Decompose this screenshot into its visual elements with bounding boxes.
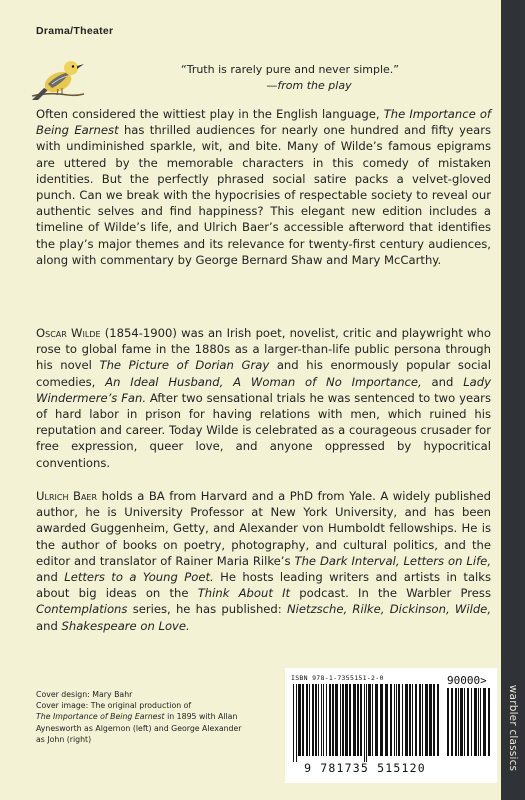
barcode-area — [285, 668, 497, 783]
barcode-bar — [329, 684, 331, 756]
barcode-bar — [332, 684, 334, 756]
barcode-bar — [323, 684, 324, 756]
barcode-bar — [396, 684, 397, 756]
editor-bio-text: and — [36, 570, 65, 585]
credit-text: in 1895 with Allan Aynesworth as Algernon (left) and George Alexander as John (right) — [36, 712, 242, 744]
barcode-bar — [353, 684, 356, 756]
barcode-bar — [306, 684, 308, 756]
ean-barcode — [291, 684, 441, 762]
barcode-bar — [293, 684, 294, 762]
quote-attribution-title: from the play — [277, 79, 352, 92]
editor-bio-text: podcast. In the Warbler Press — [290, 586, 491, 601]
warbler-bird-icon — [30, 48, 88, 106]
ean-digits: 9 781735 515120 — [304, 761, 426, 775]
barcode-bar — [360, 684, 362, 756]
barcode-bar — [455, 688, 457, 756]
work-title: The Dark Interval, Letters on Life, — [294, 553, 492, 568]
barcode-bar — [368, 684, 371, 756]
credit-title: The Importance of Being Earnest — [36, 712, 165, 722]
author-bio-text: (1854-1900) was an Irish poet, novelist, critic and playwright who rose to global fame in the 1880s as a larger-than-life public persona through his novel — [36, 326, 491, 373]
barcode-bar — [390, 684, 392, 756]
spine-publisher-text: warbler classics — [507, 684, 519, 772]
barcode-bar — [488, 688, 490, 756]
barcode-bar — [342, 684, 344, 756]
price-code: 90000> — [447, 674, 487, 687]
work-title: An Ideal Husband, A Woman of No Importance, — [105, 374, 422, 389]
barcode-bar — [433, 684, 435, 756]
quote-attribution-dash: — — [266, 79, 278, 92]
author-bio-text: and his enormously popular social comedies, — [36, 358, 491, 389]
barcode-bar — [478, 688, 479, 756]
barcode-bar — [412, 684, 413, 756]
barcode-bar — [483, 688, 486, 756]
barcode-bar — [335, 684, 338, 756]
barcode-bar — [298, 684, 301, 756]
cover-design-credit: Cover design: Mary Bahr — [36, 690, 133, 699]
barcode-bar — [405, 684, 408, 756]
work-title: Letters to a Young Poet. — [64, 570, 214, 585]
podcast-title: Think About It — [197, 586, 291, 601]
isbn-label: ISBN 978-1-7355151-2-0 — [291, 674, 384, 682]
cover-image-credit — [36, 700, 251, 745]
barcode-bar — [318, 684, 319, 756]
barcode-bar — [415, 684, 417, 756]
barcode-bar — [409, 684, 411, 756]
barcode-bar — [357, 684, 359, 756]
barcode-bar — [437, 684, 439, 756]
book-title: The Importance of Being Earnest — [36, 107, 492, 138]
description-text: Often considered the wittiest play in the English language, — [36, 107, 384, 121]
work-title: The Picture of Dorian Gray — [99, 358, 270, 373]
barcode-bar — [366, 684, 367, 762]
editor-name: Ulrich Baer — [36, 489, 98, 503]
barcode-bar — [429, 684, 432, 756]
series-title: Contemplations — [36, 602, 128, 617]
barcode-bar — [480, 688, 481, 756]
barcode-bar — [345, 684, 348, 756]
editor-bio-text: and — [36, 618, 62, 633]
author-bio-paragraph — [36, 325, 491, 471]
barcode-bar — [474, 688, 477, 756]
barcode-bar — [471, 688, 472, 756]
barcode-bar — [447, 688, 449, 756]
quote-attribution — [160, 78, 420, 94]
addon-barcode — [445, 688, 491, 762]
work-title: Lady Windermere’s Fan. — [36, 374, 491, 405]
credit-text: Cover image: The original production of — [36, 701, 192, 711]
barcode-bar — [402, 684, 403, 756]
description-text: has thrilled audiences for nearly one hundred and fifty years with undiminished sparkle, wit, and bite. Many of Wilde’s famous epigrams are uttered by the memorable characters in this comedy of mistaken identities. But the perfectly phrased social satire packs a velvet-gloved punch. Can we break with the hypocrisies of respectable society to reveal our authentic selves and find happiness? This elegant new edition includes a timeline of Wilde’s life, and Ulrich Baer’s accessible afterword that identifies the play’s major themes and its relevance for twenty-first century audiences, along with commentary by George Bernard Shaw and Mary McCarthy. — [36, 123, 492, 267]
work-title: Nietzsche, Rilke, Dickinson, Wilde, — [286, 602, 491, 617]
barcode-bar — [326, 684, 327, 756]
barcode-bar — [385, 684, 388, 756]
barcode-bar — [364, 684, 365, 762]
work-title: Shakespeare on Love. — [61, 618, 190, 633]
author-name: Oscar Wilde — [36, 326, 101, 340]
author-bio-text: After two sensational trials he was sentenced to two years of hard labor in prison for having relations with men, which ruined his reputation and career. Today Wilde is celebrated as a courageous crusader for free expression, queer love, and anyone oppressed by hypocritical conventions. — [36, 390, 491, 470]
barcode-bar — [315, 684, 317, 756]
barcode-bar — [460, 688, 463, 756]
barcode-bar — [340, 684, 341, 756]
description-paragraph — [36, 106, 491, 268]
category-label: Drama/Theater — [36, 25, 114, 37]
barcode-bar — [321, 684, 322, 756]
quote — [160, 62, 420, 94]
barcode-bar — [312, 684, 314, 756]
barcode-bar — [394, 684, 395, 756]
barcode-bar — [422, 684, 423, 756]
barcode-bar — [467, 688, 469, 756]
author-bio-text: and — [421, 374, 464, 389]
editor-bio-paragraph — [36, 488, 491, 634]
barcode-bar — [349, 684, 351, 756]
barcode-bar — [464, 688, 465, 756]
barcode-bar — [372, 684, 373, 756]
editor-bio-text: series, he has published: — [127, 602, 287, 617]
editor-bio-text: He hosts leading writers and artists in talks about big ideas on the — [36, 570, 492, 601]
barcode-bar — [380, 684, 383, 756]
barcode-bar — [398, 684, 400, 756]
barcode-bar — [419, 684, 421, 756]
editor-bio-text: holds a BA from Harvard and a PhD from Yale. A widely published author, he is University Professor at New York University, and has been awarded Guggenheim, Getty, and Alexander von Humboldt fellowships. He is the author of books on poetry, photography, and cultural politics, and the editor and translator of Rainer Maria Rilke’s — [36, 489, 491, 568]
cover-credits — [36, 689, 251, 745]
barcode-bar — [458, 688, 459, 756]
quote-text: “Truth is rarely pure and never simple.” — [181, 63, 399, 76]
barcode-bar — [451, 688, 453, 756]
barcode-bar — [296, 684, 297, 762]
spine — [501, 0, 525, 800]
barcode-bar — [375, 684, 378, 756]
barcode-bar — [302, 684, 304, 756]
barcode-bar — [309, 684, 310, 756]
barcode-bar — [425, 684, 428, 756]
